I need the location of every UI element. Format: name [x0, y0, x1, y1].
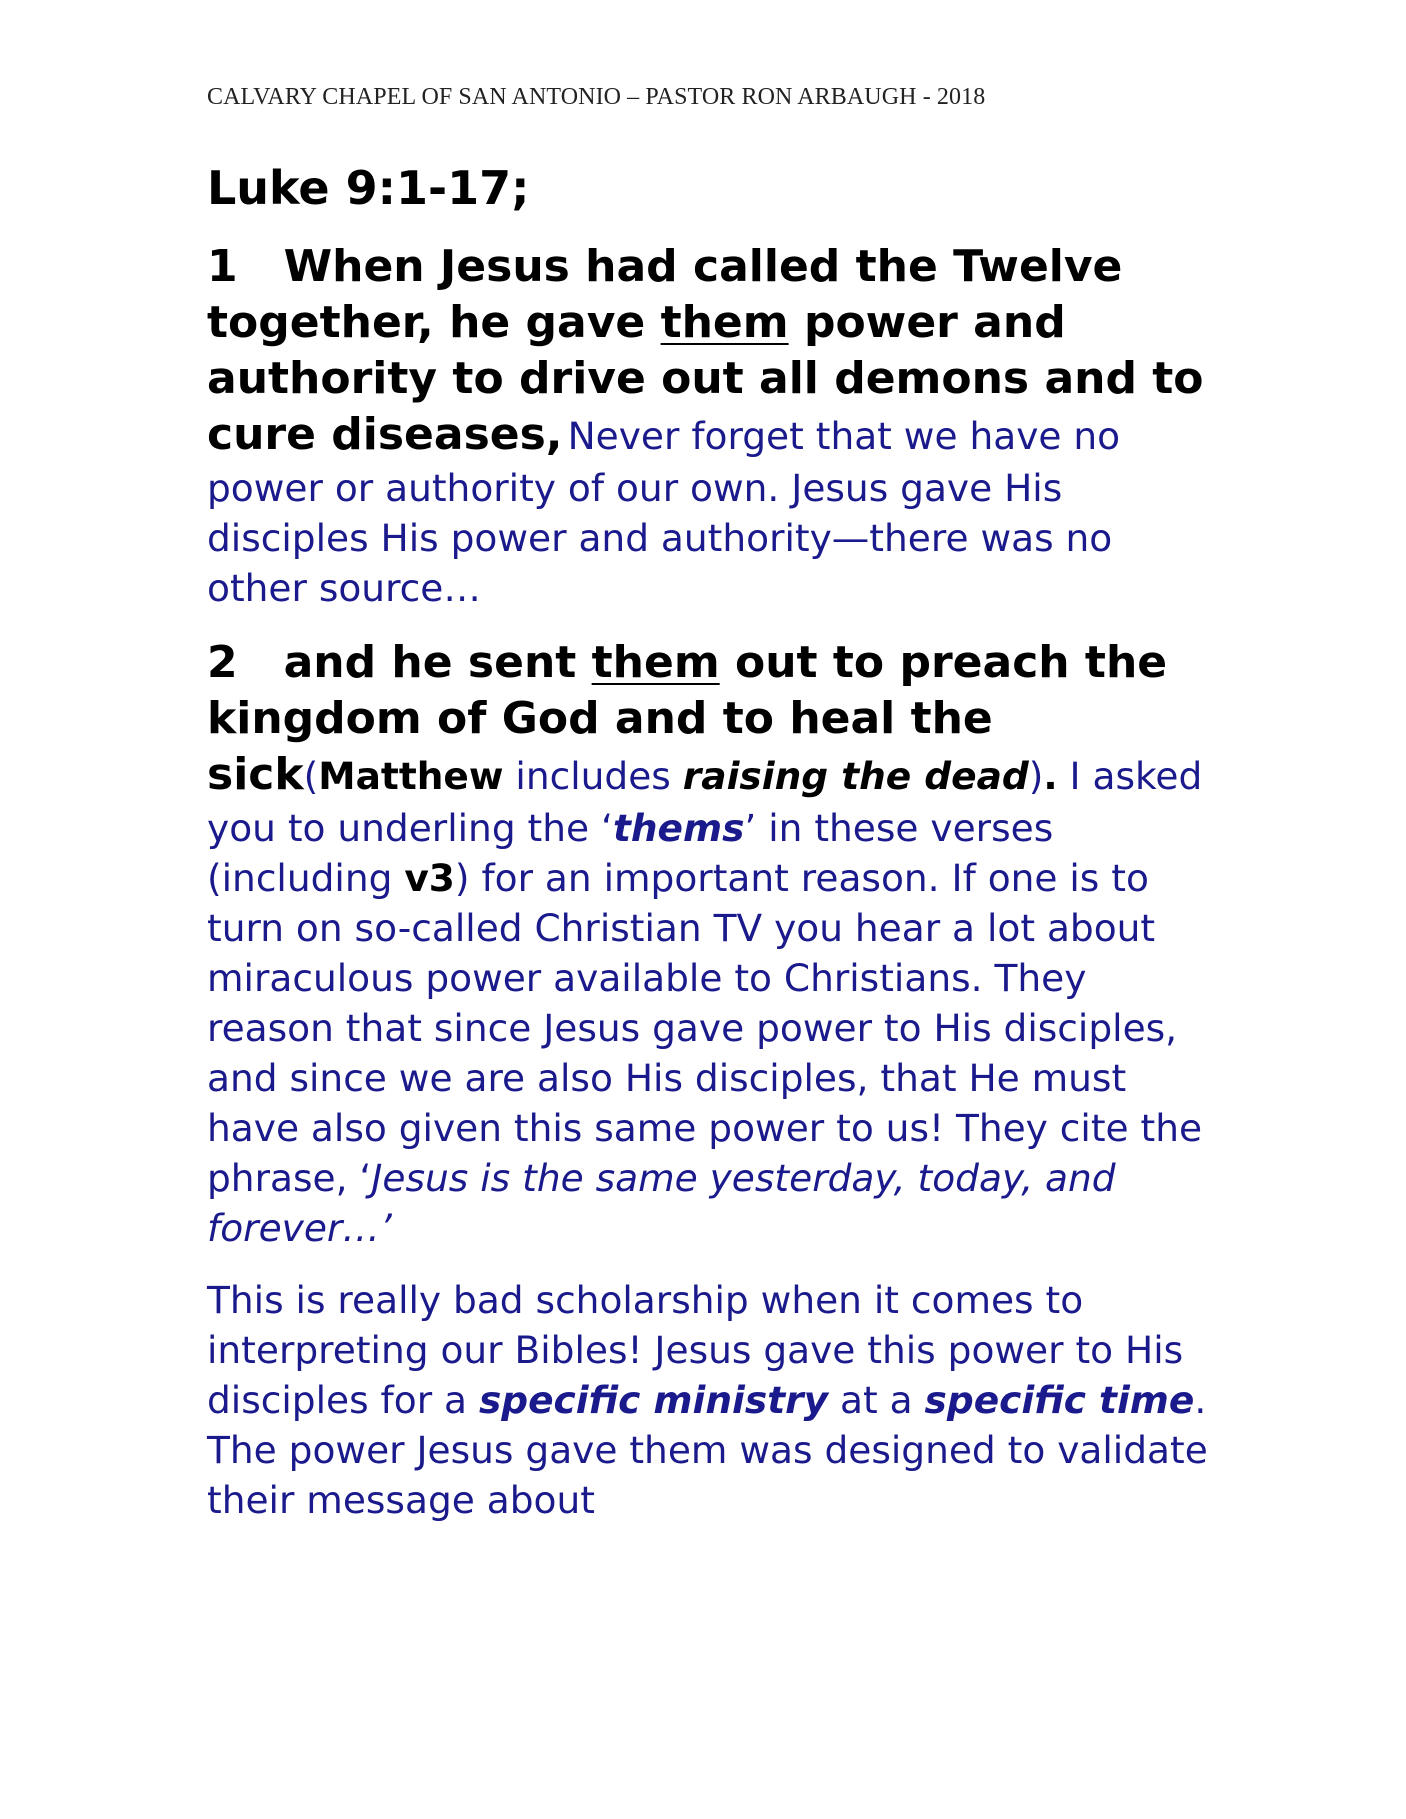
commentary-bold-text: .: [1043, 754, 1058, 798]
commentary-bold-text: v3: [404, 856, 455, 900]
commentary-text: …’: [342, 1206, 392, 1250]
scripture-reference: Luke 9:1-17;: [207, 161, 530, 215]
verse-text: and he sent: [283, 637, 592, 688]
commentary-bold-text: Matthew: [318, 754, 504, 798]
commentary-emphasis: raising the dead: [682, 754, 1029, 798]
verse-2-paragraph: [207, 635, 1217, 1253]
commentary-text: (: [303, 754, 319, 798]
verse-text: out to preach the kingdom of God and to heal the sick: [207, 637, 1168, 800]
page-header: CALVARY CHAPEL OF SAN ANTONIO – PASTOR RON ARBAUGH - 2018: [207, 84, 986, 110]
verse-number: 2: [207, 637, 238, 688]
commentary-text: This is really bad scholarship when it comes to interpreting our Bibles! Jesus gave this power to His disciples for a: [207, 1278, 1184, 1422]
commentary-quote: Jesus is the same yesterday, today, and forever: [207, 1156, 1116, 1250]
commentary-text: ) for an important reason. If one is to turn on so-called Christian TV you hear a lot about miraculous power available to Christians. They reason that since Jesus gave power to His disciples, and since we are also His disciples, that He must have also given this same power to us! They cite the phrase, ‘: [207, 856, 1203, 1200]
verse-text: power and authority to drive out all demons and to cure diseases,: [207, 297, 1204, 460]
underlined-word: them: [660, 297, 789, 348]
commentary-emphasis: specific time: [924, 1378, 1195, 1422]
commentary-text: I asked you to underling the ‘: [207, 754, 1203, 850]
underlined-word: them: [591, 637, 720, 688]
verse-number: 1: [207, 241, 238, 292]
commentary-text: includes: [503, 754, 683, 798]
commentary-text: ): [1028, 754, 1044, 798]
commentary-text: at a: [828, 1378, 925, 1422]
commentary-text: . The power Jesus gave them was designed to validate their message about: [207, 1378, 1208, 1522]
verse-text: When Jesus had called the Twelve together, he gave: [207, 241, 1123, 348]
verse-1-paragraph: [207, 239, 1217, 613]
commentary-paragraph: [207, 1275, 1217, 1525]
commentary-text: ’ in these verses (including: [207, 806, 1054, 900]
commentary-emphasis: thems: [612, 806, 745, 850]
verse-1-commentary: Never forget that we have no power or authority of our own. Jesus gave His disciples His power and authority—there was no other source…: [207, 414, 1121, 610]
verse-2-commentary: [207, 754, 1202, 1250]
commentary-emphasis: specific ministry: [478, 1378, 829, 1422]
document-body: [207, 160, 1217, 1525]
